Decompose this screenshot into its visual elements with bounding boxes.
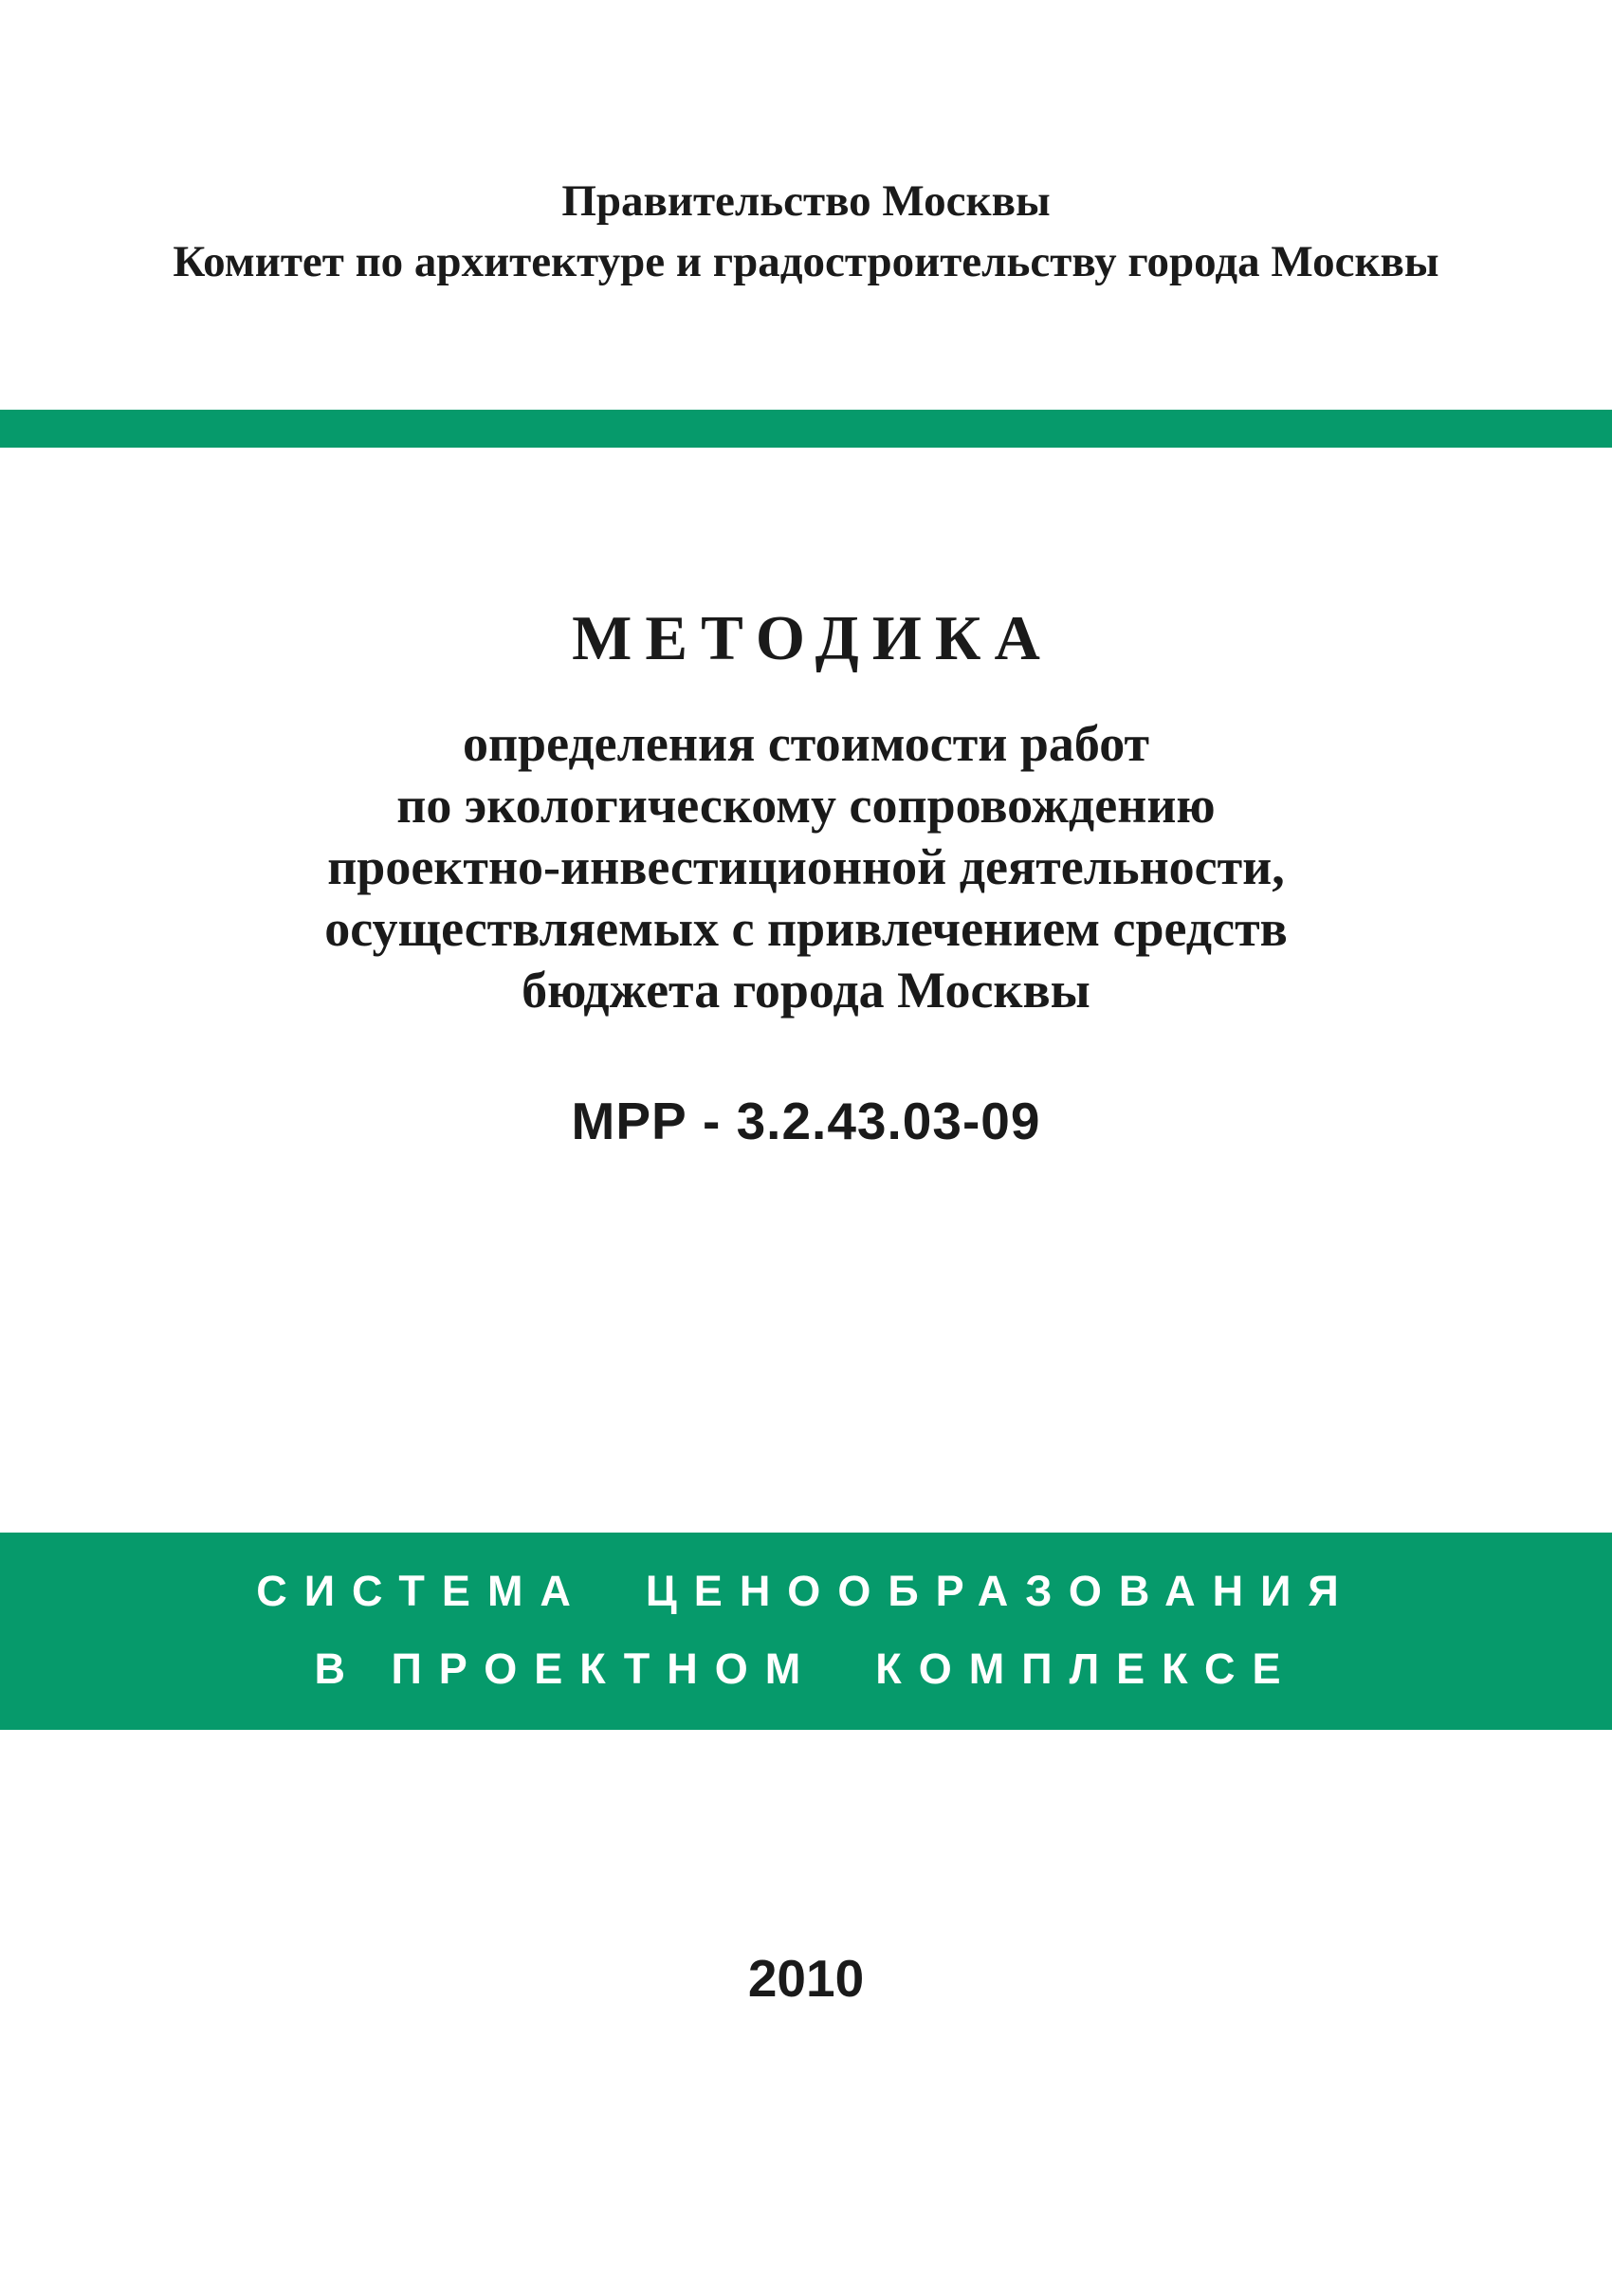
organization-header xyxy=(0,171,1612,292)
series-band xyxy=(0,1533,1612,1730)
subtitle-line: бюджета города Москвы xyxy=(522,962,1090,1019)
document-subtitle xyxy=(0,713,1612,1021)
document-title: МЕТОДИКА xyxy=(572,603,1053,673)
subtitle-line: осуществляемых с привлечением средств xyxy=(324,900,1288,957)
subtitle-line: по экологическому сопровождению xyxy=(396,777,1216,834)
series-line-2: В ПРОЕКТНОМ КОМПЛЕКСЕ xyxy=(314,1644,1298,1693)
government-name: Правительство Москвы xyxy=(561,176,1051,226)
publication-year: 2010 xyxy=(747,1949,865,2008)
green-divider-stripe xyxy=(0,410,1612,448)
series-line-1: СИСТЕМА ЦЕНООБРАЗОВАНИЯ xyxy=(256,1567,1356,1615)
committee-name: Комитет по архитектуре и градостроительству города Москвы xyxy=(173,237,1439,286)
document-code: МРР - 3.2.43.03-09 xyxy=(571,1092,1041,1150)
subtitle-line: определения стоимости работ xyxy=(462,715,1150,772)
subtitle-line: проектно-инвестиционной деятельности, xyxy=(327,838,1285,895)
